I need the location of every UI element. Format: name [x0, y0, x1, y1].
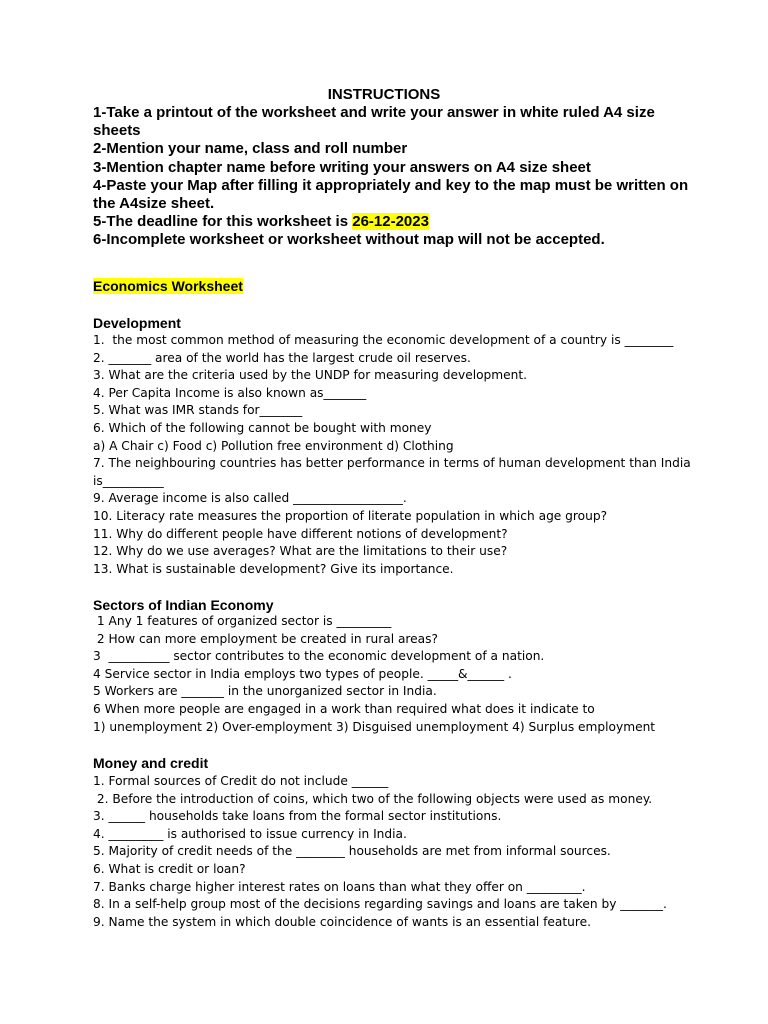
list-item: 6. What is credit or loan?: [93, 861, 246, 876]
list-item: 10. Literacy rate measures the proportion of literate population in which age group?: [93, 508, 608, 523]
list-item: 1 Any 1 features of organized sector is _________: [93, 614, 392, 628]
instruction-5: [93, 213, 693, 231]
sectors-heading: Sectors of Indian Economy: [93, 597, 274, 613]
list-item: 12. Why do we use averages? What are the limitations to their use?: [93, 544, 508, 559]
worksheet-title-text: Economics Worksheet: [93, 278, 243, 294]
money-questions: [93, 773, 693, 931]
instruction-5-text: 5-The deadline for this worksheet is: [93, 213, 353, 231]
instruction-4: 4-Paste your Map after filling it appropriately and key to the map must be written on the A4size sheet.: [93, 176, 689, 213]
list-item: 5. Majority of credit needs of the ________ households are met from informal sources.: [93, 844, 611, 859]
list-item: 3. What are the criteria used by the UNDP for measuring development.: [93, 368, 528, 383]
list-item: 5 Workers are _______ in the unorganized sector in India.: [93, 684, 437, 699]
list-item: 2 How can more employment be created in rural areas?: [93, 631, 438, 646]
instruction-3: 3-Mention chapter name before writing your answers on A4 size sheet: [93, 158, 591, 176]
deadline-date: 26-12-2023: [352, 213, 429, 231]
list-item: 2. _______ area of the world has the largest crude oil reserves.: [93, 350, 471, 365]
instructions-block: [93, 104, 693, 250]
list-item: 7. The neighbouring countries has better performance in terms of human development than India is__________: [93, 456, 691, 488]
development-heading: Development: [93, 315, 181, 331]
worksheet-title: [93, 278, 243, 294]
list-item: 2. Before the introduction of coins, which two of the following objects were used as money.: [93, 791, 653, 806]
list-item: 1) unemployment 2) Over-employment 3) Disguised unemployment 4) Surplus employment: [93, 719, 656, 734]
instruction-6: 6-Incomplete worksheet or worksheet without map will not be accepted.: [93, 231, 605, 249]
sectors-questions: [93, 613, 693, 736]
list-item: 3. ______ households take loans from the formal sector institutions.: [93, 809, 502, 824]
list-item: 6. Which of the following cannot be bought with money: [93, 420, 432, 435]
list-item: 7. Banks charge higher interest rates on loans than what they offer on _________.: [93, 879, 586, 894]
money-heading: Money and credit: [93, 755, 209, 771]
development-questions: [93, 332, 693, 578]
list-item: 13. What is sustainable development? Give its importance.: [93, 561, 454, 576]
list-item: 6 When more people are engaged in a work than required what does it indicate to: [93, 701, 595, 716]
list-item: 4. _________ is authorised to issue currency in India.: [93, 826, 407, 841]
list-item: 5. What was IMR stands for_______: [93, 403, 303, 418]
instructions-title: INSTRUCTIONS: [327, 86, 441, 103]
list-item: 1. Formal sources of Credit do not include ______: [93, 774, 389, 788]
list-item: 1. the most common method of measuring the economic development of a country is ________: [93, 333, 674, 347]
list-item: 4. Per Capita Income is also known as_______: [93, 385, 367, 400]
list-item: 3 __________ sector contributes to the economic development of a nation.: [93, 649, 545, 664]
instruction-1: 1-Take a printout of the worksheet and write your answer in white ruled A4 size sheets: [93, 104, 655, 140]
list-item: 11. Why do different people have different notions of development?: [93, 526, 508, 541]
list-item: a) A Chair c) Food c) Pollution free environment d) Clothing: [93, 438, 454, 453]
list-item: 9. Average income is also called __________________.: [93, 491, 407, 506]
list-item: 8. In a self-help group most of the decisions regarding savings and loans are taken by _______.: [93, 897, 667, 912]
instruction-2: 2-Mention your name, class and roll number: [93, 140, 408, 158]
list-item: 4 Service sector in India employs two types of people. _____&______ .: [93, 666, 512, 681]
list-item: 9. Name the system in which double coincidence of wants is an essential feature.: [93, 914, 591, 929]
